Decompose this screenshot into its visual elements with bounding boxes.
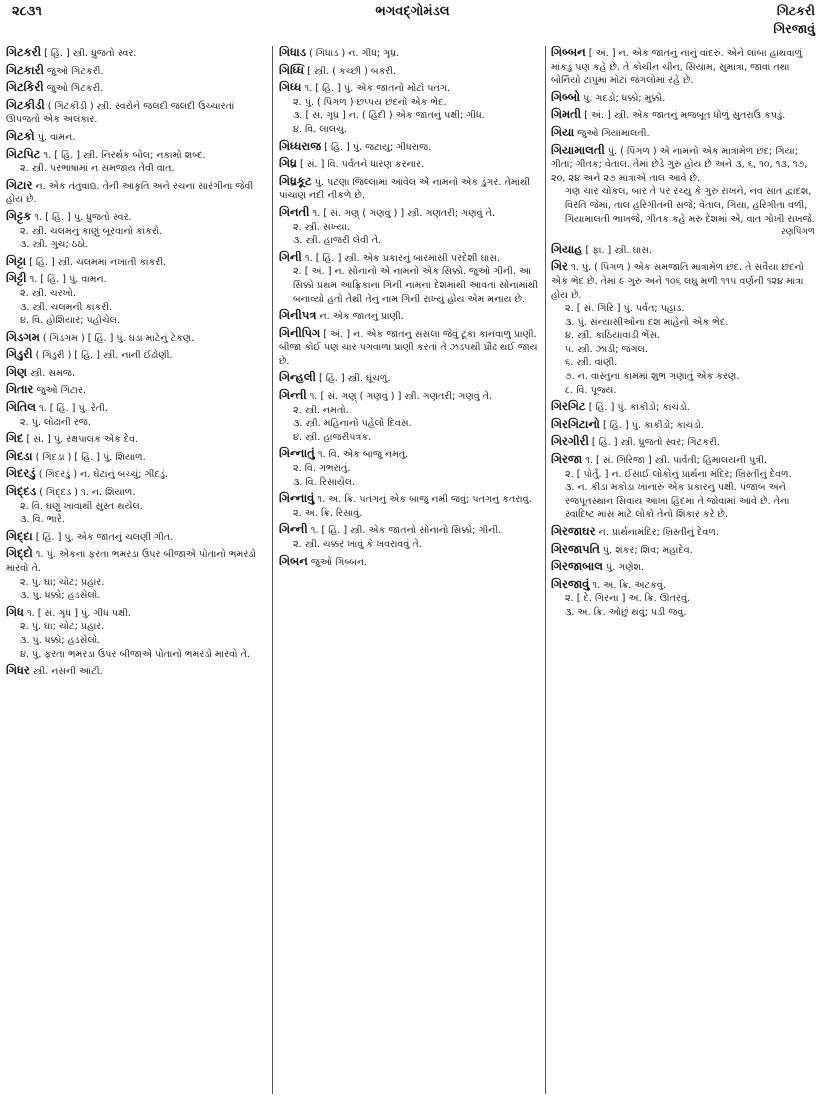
sense-line: ૩. પું. ધક્કો; હડસેલો. <box>20 634 101 646</box>
dictionary-entry <box>279 175 541 203</box>
headword: ગિણ <box>6 364 28 379</box>
headword: ગિમતી <box>551 107 582 122</box>
sense-line: ૪. વિ. લાલચુ. <box>293 123 347 135</box>
sense-line: ૪. સ્ત્રી. કાઠિયાવાડી ભેંસ. <box>565 330 661 342</box>
dictionary-entry <box>6 130 268 145</box>
definition: પું. ગદડો; ધક્કો; મુક્કો. <box>583 92 666 104</box>
headword: ગિટકારી <box>6 62 44 77</box>
headword: ગિયા <box>551 124 575 139</box>
headword: ગિરજાવું <box>551 576 590 591</box>
dictionary-entry <box>551 260 819 397</box>
headword: ગિટ્ટી <box>6 271 27 286</box>
dictionary-entry <box>6 348 268 363</box>
dictionary-entry <box>551 243 819 258</box>
dictionary-entry <box>279 81 541 136</box>
dictionary-entry <box>279 157 541 172</box>
column-divider <box>545 46 546 1094</box>
headword: ગિધ્ધ <box>279 80 302 95</box>
definition: ૧. [ સં. ગિરિજા ] સ્ત્રી. પાર્વતી; હિમાલયની પુત્રી. <box>585 455 767 467</box>
definition: ૧. અ. ક્રિ. પતંગનું એક બાજુ નમી જવું; પતંગનું કતરાવું. <box>317 494 532 506</box>
definition: ૧. [ હિં. ] પું. એક જાતનો મોટો પતંગ. <box>304 83 450 95</box>
dictionary-entry <box>6 485 268 527</box>
sense-line: ગણ ચાર ચોકલ, બાર તે પર રચ્યુ કે ગુરુ રાખને, નવ સાત દ્વાદશ, વિરતિ જેમાં, તાલ હરિગીતની સજે; વેતાલ, ગિયા, હરિગીતા વળી, ગિયામાલતી ભાખજે, ગીતક કહે મરુ દેશમાં એ, વાત ગોખી રાખજે. <box>565 186 815 225</box>
guide-word-last: ગિરજાવું <box>773 21 815 36</box>
headword: ગિડુરી <box>6 347 33 362</box>
headword: ગિધ્ધરાજ <box>279 138 322 153</box>
headword: ગિધ <box>6 604 24 619</box>
definition: જુઓ ગિટકરી. <box>46 65 104 77</box>
sense-line: ૨. પું. ઘા; ચોટ; પ્રહાર. <box>20 621 105 633</box>
dictionary-entry <box>279 251 541 306</box>
headword: ગિરગીરી <box>551 434 589 449</box>
sense-line: ૩. વિ. ભારે. <box>20 514 65 526</box>
headword: ગિરજાપતિ <box>551 541 600 556</box>
dictionary-entry <box>6 401 268 429</box>
sense-line: ૭. ન. વાસ્તુના કામમાં શુભ ગણાતું એક કરણ. <box>565 371 740 383</box>
sense-line: ૫. સ્ત્રી. ઝાડી; જંગલ. <box>565 343 648 355</box>
sense-line: ૮. વિ. પૂજ્ય. <box>565 384 617 396</box>
definition: ૧. પું. એકના ફરતા ભમરડા ઉપર બીજાએ પોતાનો ભમરડો મારવો તે. <box>6 549 256 574</box>
sense-line: ૨. પું. લોઢાની રજ. <box>20 416 91 428</box>
dictionary-entry <box>551 400 819 415</box>
definition: પું. ગણેશ. <box>605 562 645 574</box>
dictionary-entry <box>6 331 268 346</box>
dictionary-entry <box>279 555 541 570</box>
headword: ગિન્હલી <box>279 370 316 385</box>
headword: ગિધાડ <box>279 46 307 59</box>
definition: ( ગિદરડું ) ન. ઘેટાંનું બચ્ચું; ગીદડું. <box>38 469 169 481</box>
sense-line: ૨. પું. ( પિંગળ ) છપ્પય છંદનો એક ભેદ. <box>293 96 447 108</box>
definition: જુઓ ગિટકરી. <box>46 83 104 95</box>
dictionary-entry <box>6 530 268 545</box>
definition: [ સં. ] પું. રક્ષપાલક એક દેવ. <box>26 434 139 446</box>
definition: [ સં. ] વિ. પર્વતને ધારણ કરનાર. <box>299 159 425 171</box>
sense-line: ૬. સ્ત્રી. વાણી. <box>565 357 618 369</box>
headword: ગિદરડું <box>6 466 36 481</box>
headword: ગિદ્દા <box>6 528 33 543</box>
headword: ગિદ <box>6 431 24 446</box>
definition: પું. શંકર; શિવ; મહાદેવ. <box>602 544 693 556</box>
headword: ગિધ્રકૂટ <box>279 173 312 188</box>
headword: ગિયાહ <box>551 241 583 256</box>
dictionary-entry <box>6 432 268 447</box>
headword: ગિધ્ર <box>279 156 297 171</box>
headword: ગિટકો <box>6 128 35 143</box>
headword: ગિન્નાવું <box>279 491 315 506</box>
dictionary-entry <box>551 453 819 522</box>
definition: [ હિં. ] સ્ત્રી. ધ્રુજતો સ્વર; ગિટકરી. <box>591 437 720 449</box>
headword: ગિતાર <box>6 382 34 397</box>
column-1 <box>6 46 268 1094</box>
dictionary-entry <box>279 523 541 551</box>
column-3 <box>551 46 819 1094</box>
headword: ગિરજાબાલ <box>551 559 603 574</box>
definition: ( ગિડગમ ) [ હિં. ] પું. ઘડા માટેનું ટેકણ. <box>42 332 195 344</box>
headword: ગિટપિટ <box>6 146 41 161</box>
definition: [ હિં. ] સ્ત્રી. ઘૂંચળું. <box>318 373 391 385</box>
headword: ગિનીપિગ <box>279 325 321 340</box>
definition: ૧. [ હિં. ] પું. રેતી. <box>38 403 108 415</box>
dictionary-entry <box>6 366 268 381</box>
dictionary-entry <box>551 126 819 141</box>
sense-line: ૨. અ. ક્રિ. રિસાવું. <box>293 507 363 519</box>
dictionary-entry <box>279 447 541 489</box>
dictionary-entry <box>6 64 268 79</box>
sense-line: ૨. [ અં. ] ન. સોનાનો એ નામનો એક સિક્કો. જુઓ ગીની. આ સિક્કો પ્રથમ આફ્રિકાના ગિની નામના દેશમાંથી આવતા સોનામાંથી બનાવ્યો હતો તેથી તેનું નામ ગિની રાખ્યું હોય એમ મનાય છે. <box>293 266 538 305</box>
sense-line: ૨. સ્ત્રી. ચક્કર ખાવું કે ખવરાવવું તે. <box>293 539 422 550</box>
citation-source: રણપિંગળ <box>781 227 815 238</box>
definition: [ હિં. ] સ્ત્રી. ધ્રુજતો સ્વર. <box>44 48 137 59</box>
dictionary-entry <box>279 389 541 444</box>
definition: [ સ્ત્રી. ( કચ્છી ) બકરી. <box>307 65 397 77</box>
definition: [ ફા. ] સ્ત્રી. ઘાસ. <box>585 244 653 256</box>
sense-line: ૩. ન. કીડા મકોડા ખાનારું એક પ્રકારનું પક્ષી. પંજાબ અને રજપૂતસ્થાન સિવાય આખા હિંદમાં તે જોવામાં આવે છે. તેના સ્વાદિષ્ટ માંસ માટે લોકો તેનો શિકાર કરે છે. <box>565 482 790 521</box>
dictionary-entry <box>6 179 268 207</box>
dictionary-entry <box>551 560 819 575</box>
column-2 <box>279 46 541 1094</box>
sense-line: ૨. સ્ત્રી. સંખ્યા. <box>293 221 350 233</box>
definition: ૧. [ હિં. ] સ્ત્રી. નિરર્થક બોલ; નકામો શબ્દ. <box>43 149 206 161</box>
definition: ન. એક તંતુવાદ્ય. તેની આકૃતિ અને રચના સારંગીના જેવી હોય છે. <box>6 180 254 206</box>
headword: ગિનતી <box>279 204 310 219</box>
dictionary-entry <box>6 99 268 127</box>
definition: સ્ત્રી. સમજ. <box>30 367 76 379</box>
page-number: ૨૮૩૧ <box>12 4 42 19</box>
sense-line: ૩. સ્ત્રી. ગુચ; ઠઠો. <box>20 239 89 251</box>
headword: ગિડગમ <box>6 329 40 344</box>
headword: ગિબન <box>279 553 308 568</box>
definition: ૧. [ હિં. ] પું. ધ્રુજતો સ્વર. <box>34 211 132 223</box>
definition: સ્ત્રી. નસની આંટી. <box>32 666 103 678</box>
definition: [ હિં. ] સ્ત્રી. ચલમમાં નખાતી કાંકરી. <box>29 256 167 268</box>
headword: ગિટ્ટક <box>6 208 32 223</box>
dictionary-entry <box>551 578 819 620</box>
headword: ગિદ્દડ <box>6 484 37 499</box>
definition: [ હિં. ] પું. જટાયુ; ગીધરાજ. <box>324 141 432 153</box>
headword: ગિધ્ધિ <box>279 62 305 77</box>
dictionary-entry <box>6 383 268 398</box>
sense-line: ૪. સ્ત્રી. હાજરીપત્રક. <box>293 431 372 443</box>
sense-line: ૩. વિ. રિસાયેલ. <box>293 476 356 488</box>
headword: ગિતિલ <box>6 400 36 415</box>
dictionary-entry <box>6 148 268 176</box>
definition: ૧. વિ. એક બાજુ નમતું. <box>317 449 409 461</box>
definition: ૧. [ હિં. ] પું. વામન. <box>29 274 107 286</box>
headword: ગિટ્ટા <box>6 253 27 268</box>
definition: [ હિં. ] પું. કાકીડો; કાચંડો. <box>602 419 705 431</box>
dictionary-entry <box>6 467 268 482</box>
definition: ન. એક જાતનું પ્રાણી. <box>319 311 404 323</box>
sense-line: ૨. સ્ત્રી. ચરખો. <box>20 287 76 299</box>
dictionary-entry <box>6 450 268 465</box>
dictionary-entry <box>551 46 819 88</box>
headword: ગિન્નાતું <box>279 446 315 461</box>
headword: ગિદ્દો <box>6 546 33 561</box>
sense-line: ૨. [ પોર્તુ. ] ન. ઈસાઈ લોકોનું પ્રાર્થના મંદિર; ખ્રિસ્તીનું દેવળ. <box>565 468 792 480</box>
dictionary-entry <box>551 91 819 106</box>
headword: ગિટકિરી <box>6 80 44 95</box>
definition: જુઓ ગિટાર. <box>36 385 86 397</box>
definition: ( ગિદડા ) [ હિં. ] પું. શિયાળ. <box>35 451 146 463</box>
dictionary-entry <box>6 46 268 61</box>
dictionary-entry <box>279 371 541 386</box>
column-divider <box>272 46 273 1094</box>
sense-line: ૪. પું. ફરતા ભમરડા ઉપર બીજાએ પોતાનો ભમરડો મારવો તે. <box>20 648 250 660</box>
headword: ગિબ્બો <box>551 89 581 104</box>
sense-line: ૨. સ્ત્રી. નમતો. <box>293 404 349 416</box>
dictionary-entry <box>6 210 268 252</box>
headword: ગિન્તી <box>279 388 307 403</box>
headword: ગિર <box>551 259 568 274</box>
definition: ૧. [ સં. ગણ્ ( ગણવું ) ] સ્ત્રી. ગણતરી; ગણવું તે. <box>309 391 493 403</box>
dictionary-entry <box>6 664 268 679</box>
sense-line: ૩. પું. સંન્યાસીઓના દશ માંહેનો એક ભેદ. <box>565 316 729 328</box>
running-title: ભગવદ્ગોમંડલ <box>375 4 450 19</box>
definition: જુઓ ગિયામાલતી. <box>577 127 650 139</box>
definition: ન. પ્રાર્થનામંદિર; ખ્રિસ્તીનું દેવળ. <box>598 527 719 538</box>
dictionary-entry <box>6 272 268 327</box>
definition: ( ગિધાડ ) ન. ગીધ; ગૃધ્ર. <box>309 48 400 59</box>
definition: ૧. પું. ( પિંગળ ) એક સમજાતિ માત્રામેળ છંદ. તે સવૈયા છંદનો એક ભેદ છે. તેમાં ૯ ગુરુ અને ૧૦૬ લઘુ મળી ૧૧૫ વર્ણની ૧૨૪ માત્રા હોય છે. <box>551 262 804 301</box>
headword: ગિટાર <box>6 177 33 192</box>
sense-line: ૩. સ્ત્રી. હાજરી લેવી તે. <box>293 235 382 247</box>
dictionary-entry <box>279 327 541 369</box>
sense-line: ૨. વિ. ઘણું ખાવાથી સુસ્ત થયેલ. <box>20 500 143 512</box>
headword: ગિરગિટાનો <box>551 416 600 431</box>
dictionary-entry <box>6 547 268 602</box>
dictionary-entry <box>279 309 541 324</box>
dictionary-entry <box>551 435 819 450</box>
definition: ૧. અ. ક્રિ. અટકવું. <box>592 579 666 591</box>
headword: ગિની <box>279 249 302 264</box>
dictionary-entry <box>6 81 268 96</box>
dictionary-entry <box>6 606 268 661</box>
definition: [ હિં. ] પું. એક જાતનું ચલણી ગીત. <box>35 531 174 543</box>
dictionary-entry <box>279 140 541 155</box>
sense-line: ૨. [ દે. ગિરના ] અ. ક્રિ. ઊતરવું. <box>565 593 690 605</box>
sense-line: ૩. સ્ત્રી. મહિનાનો પહેલો દિવસ. <box>293 418 412 430</box>
headword: ગિરજાઘર <box>551 524 596 538</box>
definition: પું. વામન. <box>37 131 76 143</box>
definition: ( ગિડુરી ) [ હિં. ] સ્ત્રી. નાની ઈંઢોણી. <box>35 350 173 362</box>
headword: ગિયામાલતી <box>551 142 605 157</box>
sense-line: ૨. વિ. ગભરાતું. <box>293 463 351 475</box>
headword: ગિબ્બન <box>551 46 586 59</box>
dictionary-entry <box>551 543 819 558</box>
definition: ૧. [ હિં. ] સ્ત્રી. એક જાતનો સોનાનો સિક્કો; ગીની. <box>310 525 502 537</box>
definition: [ હિં. ] પું. કાકીડો; કાચંડો. <box>588 402 690 414</box>
dictionary-entry <box>551 144 819 240</box>
guide-word-first: ગિટકરી <box>776 3 815 18</box>
headword: ગિરગિટ <box>551 399 586 414</box>
dictionary-entry <box>279 206 541 248</box>
dictionary-entry <box>279 46 541 61</box>
dictionary-entry <box>279 64 541 79</box>
definition: [ અં. ] ન. એક જાતનું નાનું વાંદરું. એને લાંબા હાથવાળું માંકડું પણ કહે છે. તે કોચીન ચીન, સિયામ, સુમાત્રા, જાવા તથા બોર્નિયો ટાપુમાં મોટાં જંગલોમાં રહે છે. <box>551 48 803 87</box>
sense-line: ૩. [ સં. ગૃધ્ર ] ન. ( હિંદી ) એક જાતનું પક્ષી; ગીધ. <box>293 110 485 122</box>
dictionary-entry <box>6 255 268 270</box>
dictionary-entry <box>551 108 819 123</box>
definition: પું. પટણા જિલ્લામાં આવેલ એ નામનો એક ડુંગર. તેમાંથી પાંચાણ નદી નીકળે છે. <box>279 176 531 202</box>
definition: ૧. [ હિં. ] સ્ત્રી. એક પ્રકારનું બારમાસી પરદેશી ઘાસ. <box>304 252 501 264</box>
definition: પું. ( પિંગળ ) એ નામનો એક માત્રામેળ છંદ; ગિયા; ગીતા; ગીતક; વેતાલ. તેમાં છેડે ગુરુ હોય છે અને ૩, ૬, ૧૦, ૧૩, ૧૭, ૨૦, ૨૪ અને ૨૭ માત્રાએ તાલ આવે છે. <box>551 145 808 184</box>
dictionary-entry <box>551 525 819 540</box>
headword: ગિન્ની <box>279 522 308 537</box>
sense-line: ૩. સ્ત્રી. ચલમની કાંકરી. <box>20 301 113 313</box>
headword: ગિદડા <box>6 448 33 463</box>
page-header <box>0 0 825 44</box>
definition: ( ગિદ્દડ ) ૧. ન. શિયાળ. <box>39 487 136 499</box>
sense-line: ૨. સ્ત્રી. ચલમનું કાણું બૂરવાનો કાંકરો. <box>20 225 163 237</box>
dictionary-entry <box>279 492 541 520</box>
definition: [ અં. ] ન. એક જાતનું સસલા જેવું ટૂંકા કાનવાળું પ્રાણી. બીજા કોઈ પણ ચાર પગવાળાં પ્રાણી કરતાં તે ઝડપથી પ્રૌઢ થઈ જાય છે. <box>279 328 538 367</box>
headword: ગિરજા <box>551 452 583 467</box>
definition: ૧. [ સં. ગણ્ ( ગણવું ) ] સ્ત્રી. ગણતરી; ગણવું તે. <box>312 207 496 219</box>
sense-line: ૨. પું. ઘા; ચોટ; પ્રહાર. <box>20 576 105 588</box>
definition: જુઓ ગિબ્બન. <box>310 556 368 568</box>
sense-line: ૪. વિ. હોશિયાર; પહોંચેલ. <box>20 315 120 327</box>
definition: ૧. [ સં. ગૃધ ] પું. ગીધ પક્ષી. <box>26 607 131 619</box>
guide-words <box>773 2 815 38</box>
definition: ( ગિટકીડી ) સ્ત્રી. સ્વરોને જલદી જલદી ઉચ્ચારતાં ઊપજતો એક અલંકાર. <box>6 100 235 126</box>
sense-line: ૨. સ્ત્રી. પરભાષામાં ન સમજાય તેવી વાત. <box>20 163 175 175</box>
dictionary-entry <box>551 418 819 433</box>
sense-line: ૩. અ. ક્રિ. ઓછું થવું; પડી જવું. <box>565 606 687 618</box>
headword: ગિટકરી <box>6 46 42 59</box>
headword: ગિનીપત્ર <box>279 308 317 323</box>
headword: ગિધર <box>6 663 30 678</box>
headword: ગિટકીડી <box>6 97 45 112</box>
sense-line: ૩. પું. ધક્કો; હડસેલો. <box>20 590 101 602</box>
sense-line: ૨. [ સં. ગિરિ ] પું. પર્વત; પહાડ. <box>565 303 685 315</box>
definition: [ અં. ] સ્ત્રી. એક જાતનું મજબૂત ધોળું સુતરાઉ કપડું. <box>584 110 786 122</box>
